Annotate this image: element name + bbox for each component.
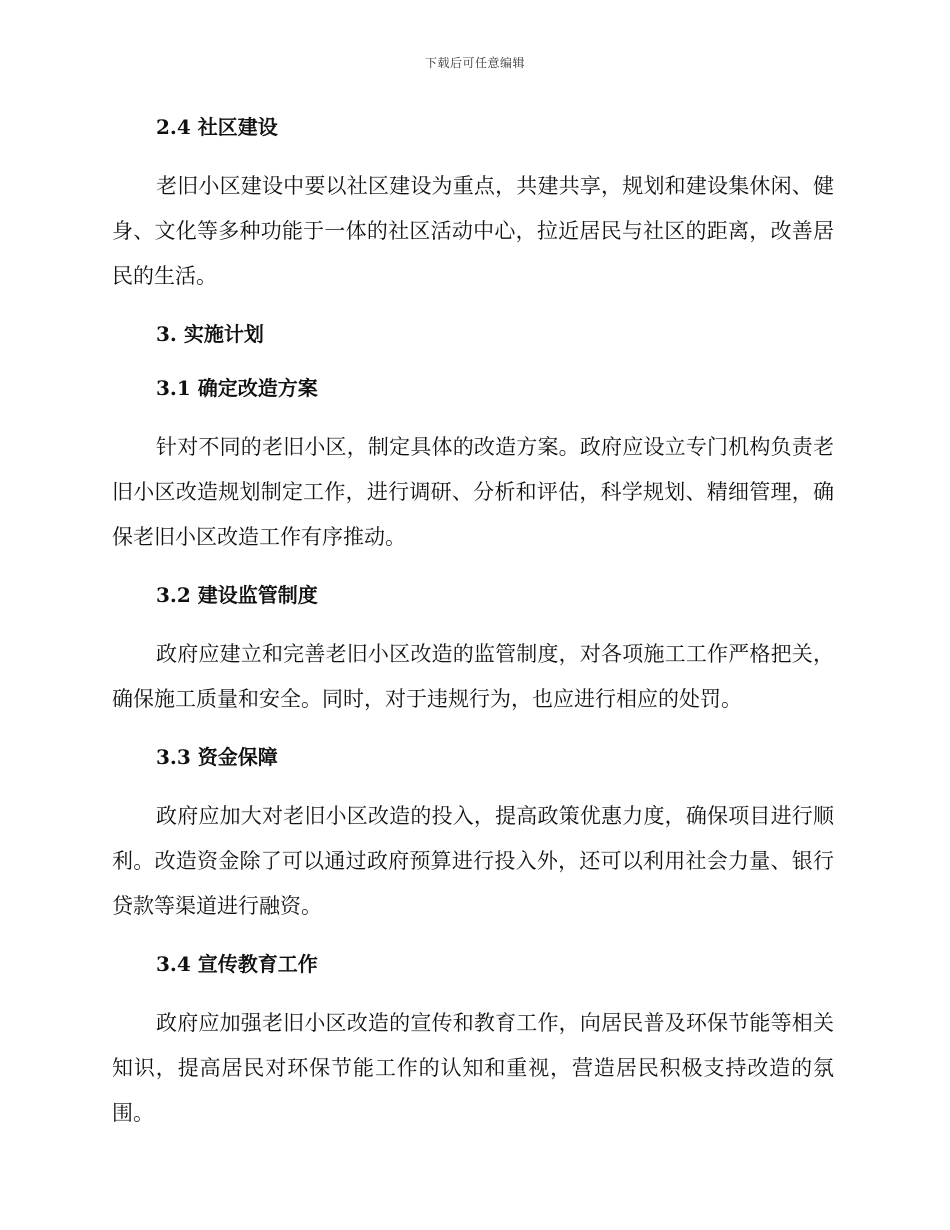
section-heading-3-4: 3.4 宣传教育工作 bbox=[156, 952, 318, 976]
section-paragraph-3-4: 政府应加强老旧小区改造的宣传和教育工作，向居民普及环保节能等相关知识，提高居民对环保节能工作的认知和重视，营造居民积极支持改造的氛围。 bbox=[112, 1011, 834, 1125]
page-header: 下载后可任意编辑 bbox=[424, 56, 525, 70]
section-heading-3-1: 3.1 确定改造方案 bbox=[156, 376, 318, 400]
section-heading-3: 3. 实施计划 bbox=[156, 322, 264, 346]
section-heading-2-4: 2.4 社区建设 bbox=[156, 115, 278, 139]
section-paragraph-2-4: 老旧小区建设中要以社区建设为重点，共建共享，规划和建设集休闲、健身、文化等多种功能于一体的社区活动中心，拉近居民与社区的距离，改善居民的生活。 bbox=[112, 174, 834, 288]
section-paragraph-3-2: 政府应建立和完善老旧小区改造的监管制度，对各项施工工作严格把关，确保施工质量和安全。同时，对于违规行为，也应进行相应的处罚。 bbox=[112, 642, 834, 711]
section-paragraph-3-1: 针对不同的老旧小区，制定具体的改造方案。政府应设立专门机构负责老旧小区改造规划制定工作，进行调研、分析和评估，科学规划、精细管理，确保老旧小区改造工作有序推动。 bbox=[112, 435, 834, 549]
section-heading-3-3: 3.3 资金保障 bbox=[156, 745, 278, 769]
section-heading-3-2: 3.2 建设监管制度 bbox=[156, 583, 318, 607]
document-body bbox=[112, 110, 834, 1136]
section-paragraph-3-3: 政府应加大对老旧小区改造的投入，提高政策优惠力度，确保项目进行顺利。改造资金除了可以通过政府预算进行投入外，还可以利用社会力量、银行贷款等渠道进行融资。 bbox=[112, 804, 834, 918]
